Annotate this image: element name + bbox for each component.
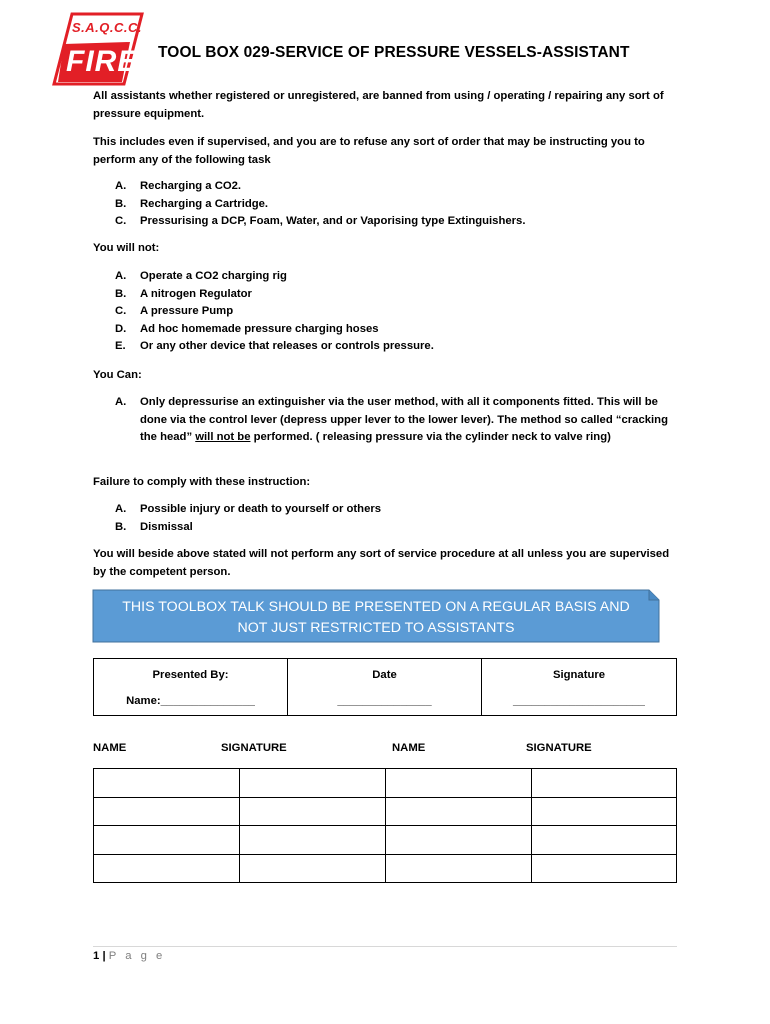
signature-label: Signature	[552, 669, 606, 681]
page-number: 1	[93, 950, 100, 962]
name-cell[interactable]	[386, 854, 532, 883]
list-item: E. Or any other device that releases or controls pressure.	[115, 340, 434, 352]
task-list	[115, 178, 685, 231]
list-item: A. Only depressurise an extinguisher via the user method, with all it components fitted. This will be done via the control lever (depress upper lever to the lower lever). The method so called “cracking the head” will not be performed. ( releasing pressure via the cylinder neck to valve ring)	[115, 396, 668, 443]
logo-text-saqcc: S.A.Q.C.C.	[72, 20, 143, 35]
date-cell	[288, 659, 482, 716]
list-item: A. Recharging a CO2.	[115, 180, 242, 192]
attendance-table	[93, 768, 677, 883]
signature-cell[interactable]	[532, 826, 677, 855]
logo-text-fire: FIRE	[66, 45, 139, 78]
presented-by-cell	[94, 659, 288, 716]
signature-cell[interactable]	[240, 826, 386, 855]
attendance-header-signature-2: SIGNATURE	[526, 742, 592, 754]
table-row	[94, 769, 677, 798]
attendance-header-signature-1: SIGNATURE	[221, 742, 287, 754]
footer-divider	[93, 946, 677, 947]
list-item: B. A nitrogen Regulator	[115, 287, 252, 300]
attendance-header-name-1: NAME	[93, 742, 127, 754]
notice-banner	[92, 589, 660, 643]
closing-paragraph: You will beside above stated will not perform any sort of service procedure at all unless you are supervised by the competent person.	[93, 548, 670, 578]
page-separator: |	[102, 950, 106, 962]
signature-cell[interactable]	[240, 854, 386, 883]
date-field[interactable]: _______________	[337, 695, 432, 707]
banner-line-2: NOT JUST RESTRICTED TO ASSISTANTS	[237, 620, 515, 636]
signature-cell[interactable]	[532, 797, 677, 826]
name-cell[interactable]	[94, 769, 240, 798]
list-item: C. Pressurising a DCP, Foam, Water, and or Vaporising type Extinguishers.	[115, 215, 526, 227]
presenter-name-field[interactable]: Name:_______________	[126, 695, 255, 707]
presenter-table	[93, 658, 677, 716]
list-item: D. Ad hoc homemade pressure charging hoses	[115, 322, 379, 335]
name-cell[interactable]	[386, 826, 532, 855]
name-cell[interactable]	[94, 854, 240, 883]
signature-cell[interactable]	[240, 769, 386, 798]
banner-line-1: THIS TOOLBOX TALK SHOULD BE PRESENTED ON A REGULAR BASIS AND	[122, 599, 630, 615]
table-row	[94, 797, 677, 826]
signature-cell[interactable]	[240, 797, 386, 826]
list-item: A. Possible injury or death to yourself or others	[115, 503, 382, 515]
failure-list	[115, 501, 685, 536]
intro-paragraph-1: All assistants whether registered or unregistered, are banned from using / operating / repairing any sort of pressure equipment.	[93, 90, 664, 120]
intro-paragraph-2: This includes even if supervised, and you are to refuse any sort of order that may be instructing you to perform any of the following task	[93, 136, 645, 166]
document-title: TOOL BOX 029-SERVICE OF PRESSURE VESSELS-ASSISTANT	[158, 44, 630, 61]
failure-heading: Failure to comply with these instruction:	[93, 476, 311, 488]
list-item: A. Operate a CO2 charging rig	[115, 270, 287, 282]
name-cell[interactable]	[94, 826, 240, 855]
table-row	[94, 826, 677, 855]
saqcc-fire-logo	[50, 12, 144, 86]
signature-field[interactable]: _____________________	[513, 695, 645, 707]
signature-cell[interactable]	[532, 854, 677, 883]
table-row	[94, 854, 677, 883]
name-cell[interactable]	[386, 797, 532, 826]
attendance-header-name-2: NAME	[392, 742, 426, 754]
name-cell[interactable]	[94, 797, 240, 826]
you-can-list	[115, 394, 680, 447]
signature-cell[interactable]	[532, 769, 677, 798]
signature-cell	[482, 659, 677, 716]
underlined-text: will not be	[195, 431, 251, 443]
presented-by-label: Presented By:	[152, 669, 229, 681]
list-item: B. Recharging a Cartridge.	[115, 197, 269, 210]
you-can-heading: You Can:	[93, 369, 142, 381]
page-label: P a g e	[108, 950, 166, 962]
list-item: B. Dismissal	[115, 520, 193, 533]
will-not-heading: You will not:	[93, 242, 160, 254]
name-cell[interactable]	[386, 769, 532, 798]
date-label: Date	[372, 669, 397, 681]
banner-text	[92, 597, 660, 639]
list-item: C. A pressure Pump	[115, 305, 234, 317]
will-not-list	[115, 268, 685, 356]
page-footer	[93, 950, 165, 962]
